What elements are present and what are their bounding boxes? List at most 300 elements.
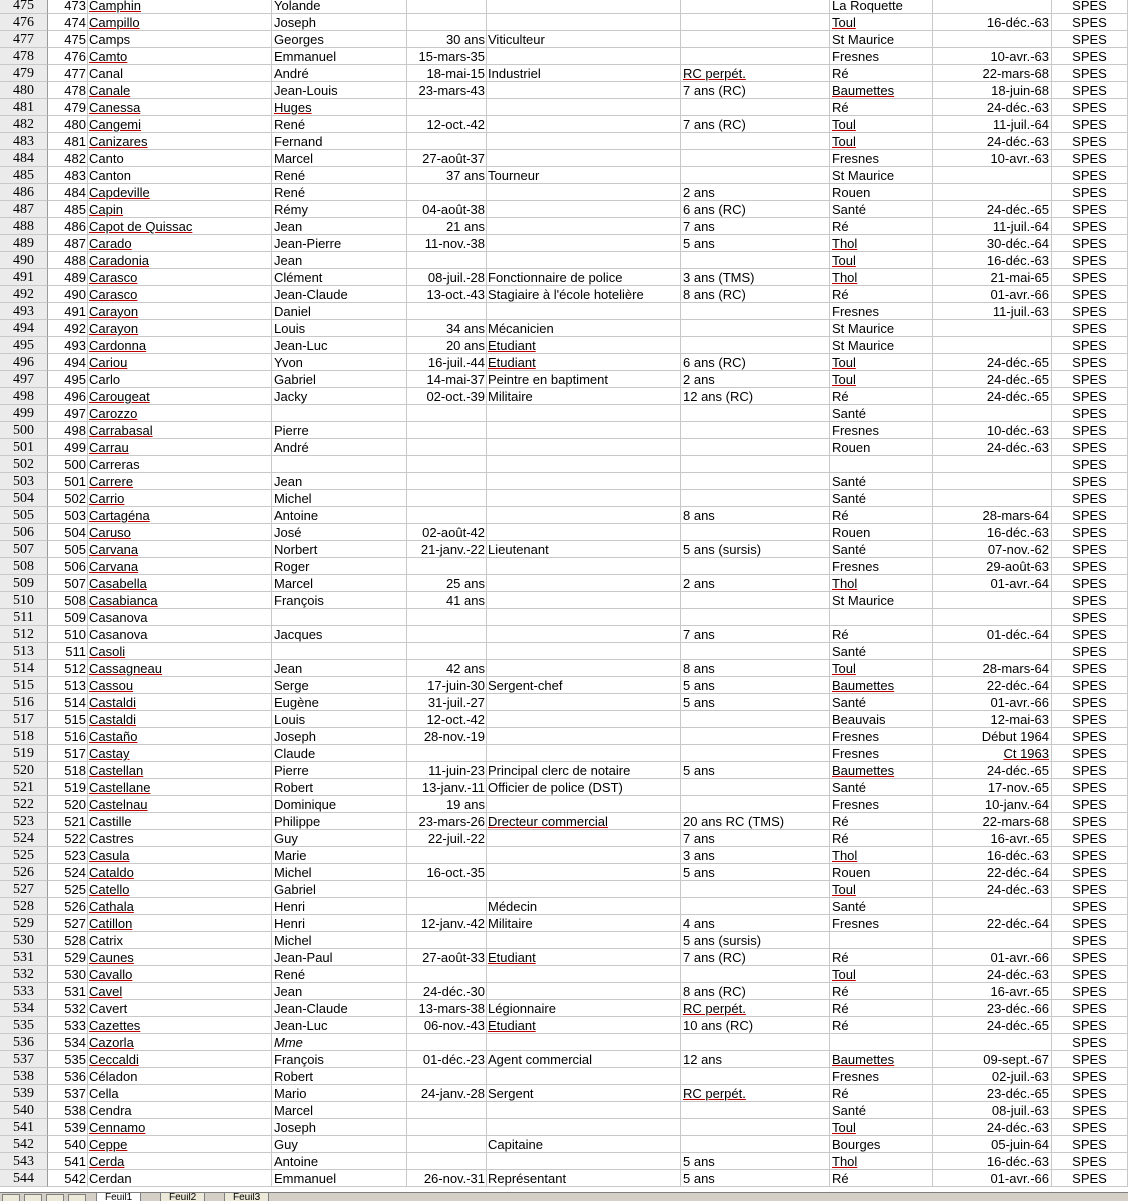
row-header[interactable]: 498	[0, 388, 48, 405]
row-header[interactable]: 527	[0, 881, 48, 898]
cell-sentence[interactable]	[681, 150, 830, 167]
cell-release-date[interactable]	[933, 864, 1052, 881]
cell-sentence[interactable]	[681, 966, 830, 983]
cell-id[interactable]	[48, 1000, 88, 1017]
cell-occupation[interactable]	[487, 847, 681, 864]
cell-birth[interactable]	[407, 388, 487, 405]
cell-release-date[interactable]	[933, 541, 1052, 558]
cell-release-date[interactable]	[933, 779, 1052, 796]
cell-occupation[interactable]	[487, 337, 681, 354]
cell-birth[interactable]	[407, 1085, 487, 1102]
cell-occupation[interactable]	[487, 184, 681, 201]
cell-surname[interactable]	[88, 269, 272, 286]
cell-birth[interactable]	[407, 1119, 487, 1136]
cell-firstname[interactable]	[272, 830, 407, 847]
cell-id[interactable]	[48, 235, 88, 252]
cell-occupation[interactable]	[487, 1119, 681, 1136]
cell-surname[interactable]	[88, 541, 272, 558]
row-header[interactable]: 539	[0, 1085, 48, 1102]
cell-birth[interactable]	[407, 728, 487, 745]
row-header[interactable]: 497	[0, 371, 48, 388]
cell-sentence[interactable]	[681, 1000, 830, 1017]
cell-id[interactable]	[48, 1034, 88, 1051]
cell-occupation[interactable]	[487, 949, 681, 966]
cell-release-date[interactable]	[933, 677, 1052, 694]
cell-id[interactable]	[48, 626, 88, 643]
cell-firstname[interactable]	[272, 439, 407, 456]
cell-birth[interactable]	[407, 354, 487, 371]
cell-sentence[interactable]	[681, 439, 830, 456]
cell-occupation[interactable]	[487, 320, 681, 337]
row-header[interactable]: 515	[0, 677, 48, 694]
cell-firstname[interactable]	[272, 405, 407, 422]
cell-org[interactable]	[1052, 456, 1128, 473]
cell-id[interactable]	[48, 898, 88, 915]
sheet-tab-1[interactable]: Feuil1	[96, 1193, 141, 1201]
cell-id[interactable]	[48, 1051, 88, 1068]
cell-id[interactable]	[48, 48, 88, 65]
cell-surname[interactable]	[88, 915, 272, 932]
row-header[interactable]: 477	[0, 31, 48, 48]
cell-prison[interactable]	[830, 99, 933, 116]
cell-sentence[interactable]	[681, 31, 830, 48]
cell-birth[interactable]	[407, 592, 487, 609]
cell-sentence[interactable]	[681, 388, 830, 405]
cell-id[interactable]	[48, 932, 88, 949]
cell-release-date[interactable]	[933, 524, 1052, 541]
cell-sentence[interactable]	[681, 1153, 830, 1170]
cell-surname[interactable]	[88, 966, 272, 983]
cell-id[interactable]	[48, 303, 88, 320]
cell-surname[interactable]	[88, 1051, 272, 1068]
cell-occupation[interactable]	[487, 456, 681, 473]
cell-occupation[interactable]	[487, 439, 681, 456]
cell-birth[interactable]	[407, 575, 487, 592]
cell-release-date[interactable]	[933, 507, 1052, 524]
cell-release-date[interactable]	[933, 592, 1052, 609]
cell-sentence[interactable]	[681, 133, 830, 150]
cell-release-date[interactable]	[933, 269, 1052, 286]
cell-occupation[interactable]	[487, 915, 681, 932]
cell-release-date[interactable]	[933, 1119, 1052, 1136]
cell-birth[interactable]	[407, 1136, 487, 1153]
cell-surname[interactable]	[88, 1034, 272, 1051]
cell-prison[interactable]	[830, 184, 933, 201]
cell-surname[interactable]	[88, 0, 272, 14]
cell-org[interactable]	[1052, 541, 1128, 558]
cell-sentence[interactable]	[681, 201, 830, 218]
row-header[interactable]: 482	[0, 116, 48, 133]
cell-birth[interactable]	[407, 915, 487, 932]
cell-birth[interactable]	[407, 337, 487, 354]
cell-firstname[interactable]	[272, 558, 407, 575]
cell-firstname[interactable]	[272, 677, 407, 694]
cell-birth[interactable]	[407, 456, 487, 473]
cell-release-date[interactable]	[933, 184, 1052, 201]
cell-sentence[interactable]	[681, 252, 830, 269]
row-header[interactable]: 489	[0, 235, 48, 252]
cell-surname[interactable]	[88, 201, 272, 218]
cell-birth[interactable]	[407, 677, 487, 694]
cell-surname[interactable]	[88, 1017, 272, 1034]
cell-sentence[interactable]	[681, 116, 830, 133]
cell-prison[interactable]	[830, 1034, 933, 1051]
cell-firstname[interactable]	[272, 14, 407, 31]
cell-prison[interactable]	[830, 626, 933, 643]
cell-firstname[interactable]	[272, 99, 407, 116]
cell-birth[interactable]	[407, 847, 487, 864]
cell-id[interactable]	[48, 813, 88, 830]
cell-birth[interactable]	[407, 31, 487, 48]
cell-firstname[interactable]	[272, 1153, 407, 1170]
cell-birth[interactable]	[407, 507, 487, 524]
row-header[interactable]: 520	[0, 762, 48, 779]
cell-prison[interactable]	[830, 422, 933, 439]
cell-occupation[interactable]	[487, 133, 681, 150]
cell-prison[interactable]	[830, 303, 933, 320]
cell-id[interactable]	[48, 439, 88, 456]
cell-occupation[interactable]	[487, 626, 681, 643]
cell-birth[interactable]	[407, 813, 487, 830]
cell-firstname[interactable]	[272, 796, 407, 813]
cell-birth[interactable]	[407, 439, 487, 456]
cell-org[interactable]	[1052, 813, 1128, 830]
cell-firstname[interactable]	[272, 592, 407, 609]
cell-org[interactable]	[1052, 949, 1128, 966]
cell-prison[interactable]	[830, 252, 933, 269]
cell-prison[interactable]	[830, 898, 933, 915]
cell-surname[interactable]	[88, 14, 272, 31]
cell-org[interactable]	[1052, 99, 1128, 116]
cell-sentence[interactable]	[681, 728, 830, 745]
cell-id[interactable]	[48, 660, 88, 677]
cell-firstname[interactable]	[272, 1017, 407, 1034]
cell-sentence[interactable]	[681, 286, 830, 303]
cell-surname[interactable]	[88, 779, 272, 796]
cell-surname[interactable]	[88, 728, 272, 745]
cell-occupation[interactable]	[487, 48, 681, 65]
cell-occupation[interactable]	[487, 286, 681, 303]
cell-org[interactable]	[1052, 235, 1128, 252]
cell-prison[interactable]	[830, 201, 933, 218]
cell-id[interactable]	[48, 405, 88, 422]
cell-org[interactable]	[1052, 1051, 1128, 1068]
cell-birth[interactable]	[407, 949, 487, 966]
cell-org[interactable]	[1052, 711, 1128, 728]
cell-org[interactable]	[1052, 116, 1128, 133]
cell-release-date[interactable]	[933, 405, 1052, 422]
row-header[interactable]: 499	[0, 405, 48, 422]
cell-surname[interactable]	[88, 1085, 272, 1102]
cell-release-date[interactable]	[933, 762, 1052, 779]
cell-release-date[interactable]	[933, 473, 1052, 490]
cell-firstname[interactable]	[272, 235, 407, 252]
cell-surname[interactable]	[88, 48, 272, 65]
row-header[interactable]: 486	[0, 184, 48, 201]
cell-surname[interactable]	[88, 847, 272, 864]
cell-id[interactable]	[48, 31, 88, 48]
cell-occupation[interactable]	[487, 932, 681, 949]
cell-firstname[interactable]	[272, 881, 407, 898]
cell-prison[interactable]	[830, 779, 933, 796]
cell-surname[interactable]	[88, 167, 272, 184]
cell-release-date[interactable]	[933, 371, 1052, 388]
cell-firstname[interactable]	[272, 473, 407, 490]
cell-birth[interactable]	[407, 150, 487, 167]
cell-release-date[interactable]	[933, 303, 1052, 320]
cell-org[interactable]	[1052, 779, 1128, 796]
cell-prison[interactable]	[830, 337, 933, 354]
cell-surname[interactable]	[88, 218, 272, 235]
cell-prison[interactable]	[830, 592, 933, 609]
cell-surname[interactable]	[88, 320, 272, 337]
cell-prison[interactable]	[830, 1000, 933, 1017]
cell-id[interactable]	[48, 1017, 88, 1034]
cell-prison[interactable]	[830, 405, 933, 422]
cell-firstname[interactable]	[272, 932, 407, 949]
cell-surname[interactable]	[88, 643, 272, 660]
cell-surname[interactable]	[88, 1119, 272, 1136]
cell-org[interactable]	[1052, 303, 1128, 320]
cell-release-date[interactable]	[933, 167, 1052, 184]
cell-id[interactable]	[48, 456, 88, 473]
cell-prison[interactable]	[830, 371, 933, 388]
cell-release-date[interactable]	[933, 1170, 1052, 1187]
cell-release-date[interactable]	[933, 609, 1052, 626]
cell-release-date[interactable]	[933, 439, 1052, 456]
cell-birth[interactable]	[407, 864, 487, 881]
cell-sentence[interactable]	[681, 864, 830, 881]
cell-surname[interactable]	[88, 473, 272, 490]
cell-occupation[interactable]	[487, 150, 681, 167]
cell-release-date[interactable]	[933, 337, 1052, 354]
row-header[interactable]: 481	[0, 99, 48, 116]
cell-sentence[interactable]	[681, 898, 830, 915]
row-header[interactable]: 516	[0, 694, 48, 711]
cell-firstname[interactable]	[272, 354, 407, 371]
cell-sentence[interactable]	[681, 269, 830, 286]
cell-firstname[interactable]	[272, 609, 407, 626]
cell-firstname[interactable]	[272, 762, 407, 779]
cell-id[interactable]	[48, 1119, 88, 1136]
cell-surname[interactable]	[88, 558, 272, 575]
cell-sentence[interactable]	[681, 1136, 830, 1153]
cell-prison[interactable]	[830, 813, 933, 830]
cell-org[interactable]	[1052, 439, 1128, 456]
cell-sentence[interactable]	[681, 915, 830, 932]
cell-surname[interactable]	[88, 252, 272, 269]
cell-id[interactable]	[48, 371, 88, 388]
cell-org[interactable]	[1052, 932, 1128, 949]
cell-firstname[interactable]	[272, 507, 407, 524]
cell-prison[interactable]	[830, 150, 933, 167]
cell-birth[interactable]	[407, 235, 487, 252]
cell-firstname[interactable]	[272, 48, 407, 65]
cell-firstname[interactable]	[272, 422, 407, 439]
cell-occupation[interactable]	[487, 65, 681, 82]
cell-id[interactable]	[48, 1085, 88, 1102]
cell-occupation[interactable]	[487, 711, 681, 728]
cell-org[interactable]	[1052, 490, 1128, 507]
cell-sentence[interactable]	[681, 745, 830, 762]
cell-surname[interactable]	[88, 881, 272, 898]
cell-release-date[interactable]	[933, 456, 1052, 473]
cell-prison[interactable]	[830, 558, 933, 575]
cell-prison[interactable]	[830, 269, 933, 286]
cell-occupation[interactable]	[487, 966, 681, 983]
row-header[interactable]: 478	[0, 48, 48, 65]
cell-birth[interactable]	[407, 1068, 487, 1085]
cell-sentence[interactable]	[681, 541, 830, 558]
cell-firstname[interactable]	[272, 201, 407, 218]
cell-prison[interactable]	[830, 0, 933, 14]
cell-surname[interactable]	[88, 1153, 272, 1170]
cell-org[interactable]	[1052, 388, 1128, 405]
cell-release-date[interactable]	[933, 1102, 1052, 1119]
row-header[interactable]: 533	[0, 983, 48, 1000]
cell-occupation[interactable]	[487, 31, 681, 48]
cell-release-date[interactable]	[933, 1051, 1052, 1068]
cell-release-date[interactable]	[933, 286, 1052, 303]
cell-firstname[interactable]	[272, 167, 407, 184]
cell-birth[interactable]	[407, 286, 487, 303]
cell-id[interactable]	[48, 252, 88, 269]
cell-prison[interactable]	[830, 14, 933, 31]
row-header[interactable]: 518	[0, 728, 48, 745]
cell-id[interactable]	[48, 167, 88, 184]
cell-release-date[interactable]	[933, 728, 1052, 745]
cell-sentence[interactable]	[681, 881, 830, 898]
cell-prison[interactable]	[830, 388, 933, 405]
cell-release-date[interactable]	[933, 133, 1052, 150]
row-header[interactable]: 506	[0, 524, 48, 541]
cell-sentence[interactable]	[681, 677, 830, 694]
cell-release-date[interactable]	[933, 830, 1052, 847]
cell-org[interactable]	[1052, 524, 1128, 541]
row-header[interactable]: 493	[0, 303, 48, 320]
cell-surname[interactable]	[88, 813, 272, 830]
cell-prison[interactable]	[830, 65, 933, 82]
cell-release-date[interactable]	[933, 660, 1052, 677]
cell-firstname[interactable]	[272, 711, 407, 728]
cell-prison[interactable]	[830, 82, 933, 99]
cell-firstname[interactable]	[272, 1085, 407, 1102]
cell-org[interactable]	[1052, 1153, 1128, 1170]
cell-org[interactable]	[1052, 48, 1128, 65]
cell-org[interactable]	[1052, 405, 1128, 422]
cell-occupation[interactable]	[487, 1000, 681, 1017]
cell-firstname[interactable]	[272, 1170, 407, 1187]
row-header[interactable]: 492	[0, 286, 48, 303]
cell-prison[interactable]	[830, 1119, 933, 1136]
cell-prison[interactable]	[830, 167, 933, 184]
cell-org[interactable]	[1052, 796, 1128, 813]
cell-firstname[interactable]	[272, 269, 407, 286]
cell-id[interactable]	[48, 745, 88, 762]
cell-id[interactable]	[48, 643, 88, 660]
cell-surname[interactable]	[88, 524, 272, 541]
cell-prison[interactable]	[830, 490, 933, 507]
cell-sentence[interactable]	[681, 694, 830, 711]
cell-release-date[interactable]	[933, 558, 1052, 575]
cell-org[interactable]	[1052, 354, 1128, 371]
cell-id[interactable]	[48, 864, 88, 881]
cell-release-date[interactable]	[933, 626, 1052, 643]
row-header[interactable]: 535	[0, 1017, 48, 1034]
cell-surname[interactable]	[88, 31, 272, 48]
cell-occupation[interactable]	[487, 745, 681, 762]
cell-org[interactable]	[1052, 473, 1128, 490]
cell-prison[interactable]	[830, 1017, 933, 1034]
row-header[interactable]: 524	[0, 830, 48, 847]
cell-surname[interactable]	[88, 286, 272, 303]
cell-occupation[interactable]	[487, 1102, 681, 1119]
cell-org[interactable]	[1052, 881, 1128, 898]
cell-org[interactable]	[1052, 252, 1128, 269]
cell-org[interactable]	[1052, 184, 1128, 201]
row-header[interactable]: 511	[0, 609, 48, 626]
cell-surname[interactable]	[88, 150, 272, 167]
cell-prison[interactable]	[830, 1068, 933, 1085]
cell-occupation[interactable]	[487, 1153, 681, 1170]
cell-prison[interactable]	[830, 116, 933, 133]
cell-sentence[interactable]	[681, 762, 830, 779]
cell-release-date[interactable]	[933, 65, 1052, 82]
cell-release-date[interactable]	[933, 1068, 1052, 1085]
cell-id[interactable]	[48, 14, 88, 31]
cell-id[interactable]	[48, 286, 88, 303]
cell-release-date[interactable]	[933, 1136, 1052, 1153]
row-header[interactable]: 525	[0, 847, 48, 864]
cell-occupation[interactable]	[487, 592, 681, 609]
cell-org[interactable]	[1052, 609, 1128, 626]
cell-sentence[interactable]	[681, 371, 830, 388]
cell-surname[interactable]	[88, 337, 272, 354]
cell-prison[interactable]	[830, 1085, 933, 1102]
cell-firstname[interactable]	[272, 252, 407, 269]
cell-occupation[interactable]	[487, 490, 681, 507]
cell-release-date[interactable]	[933, 898, 1052, 915]
cell-firstname[interactable]	[272, 779, 407, 796]
cell-surname[interactable]	[88, 745, 272, 762]
cell-birth[interactable]	[407, 218, 487, 235]
row-header[interactable]: 538	[0, 1068, 48, 1085]
cell-id[interactable]	[48, 116, 88, 133]
cell-release-date[interactable]	[933, 252, 1052, 269]
cell-release-date[interactable]	[933, 388, 1052, 405]
cell-id[interactable]	[48, 99, 88, 116]
cell-firstname[interactable]	[272, 490, 407, 507]
cell-prison[interactable]	[830, 711, 933, 728]
cell-org[interactable]	[1052, 31, 1128, 48]
cell-firstname[interactable]	[272, 847, 407, 864]
cell-surname[interactable]	[88, 983, 272, 1000]
cell-release-date[interactable]	[933, 235, 1052, 252]
cell-sentence[interactable]	[681, 14, 830, 31]
cell-surname[interactable]	[88, 1102, 272, 1119]
cell-occupation[interactable]	[487, 541, 681, 558]
cell-id[interactable]	[48, 983, 88, 1000]
cell-birth[interactable]	[407, 320, 487, 337]
cell-occupation[interactable]	[487, 218, 681, 235]
cell-release-date[interactable]	[933, 150, 1052, 167]
cell-prison[interactable]	[830, 1051, 933, 1068]
cell-sentence[interactable]	[681, 524, 830, 541]
cell-birth[interactable]	[407, 48, 487, 65]
cell-org[interactable]	[1052, 133, 1128, 150]
cell-birth[interactable]	[407, 626, 487, 643]
cell-prison[interactable]	[830, 966, 933, 983]
